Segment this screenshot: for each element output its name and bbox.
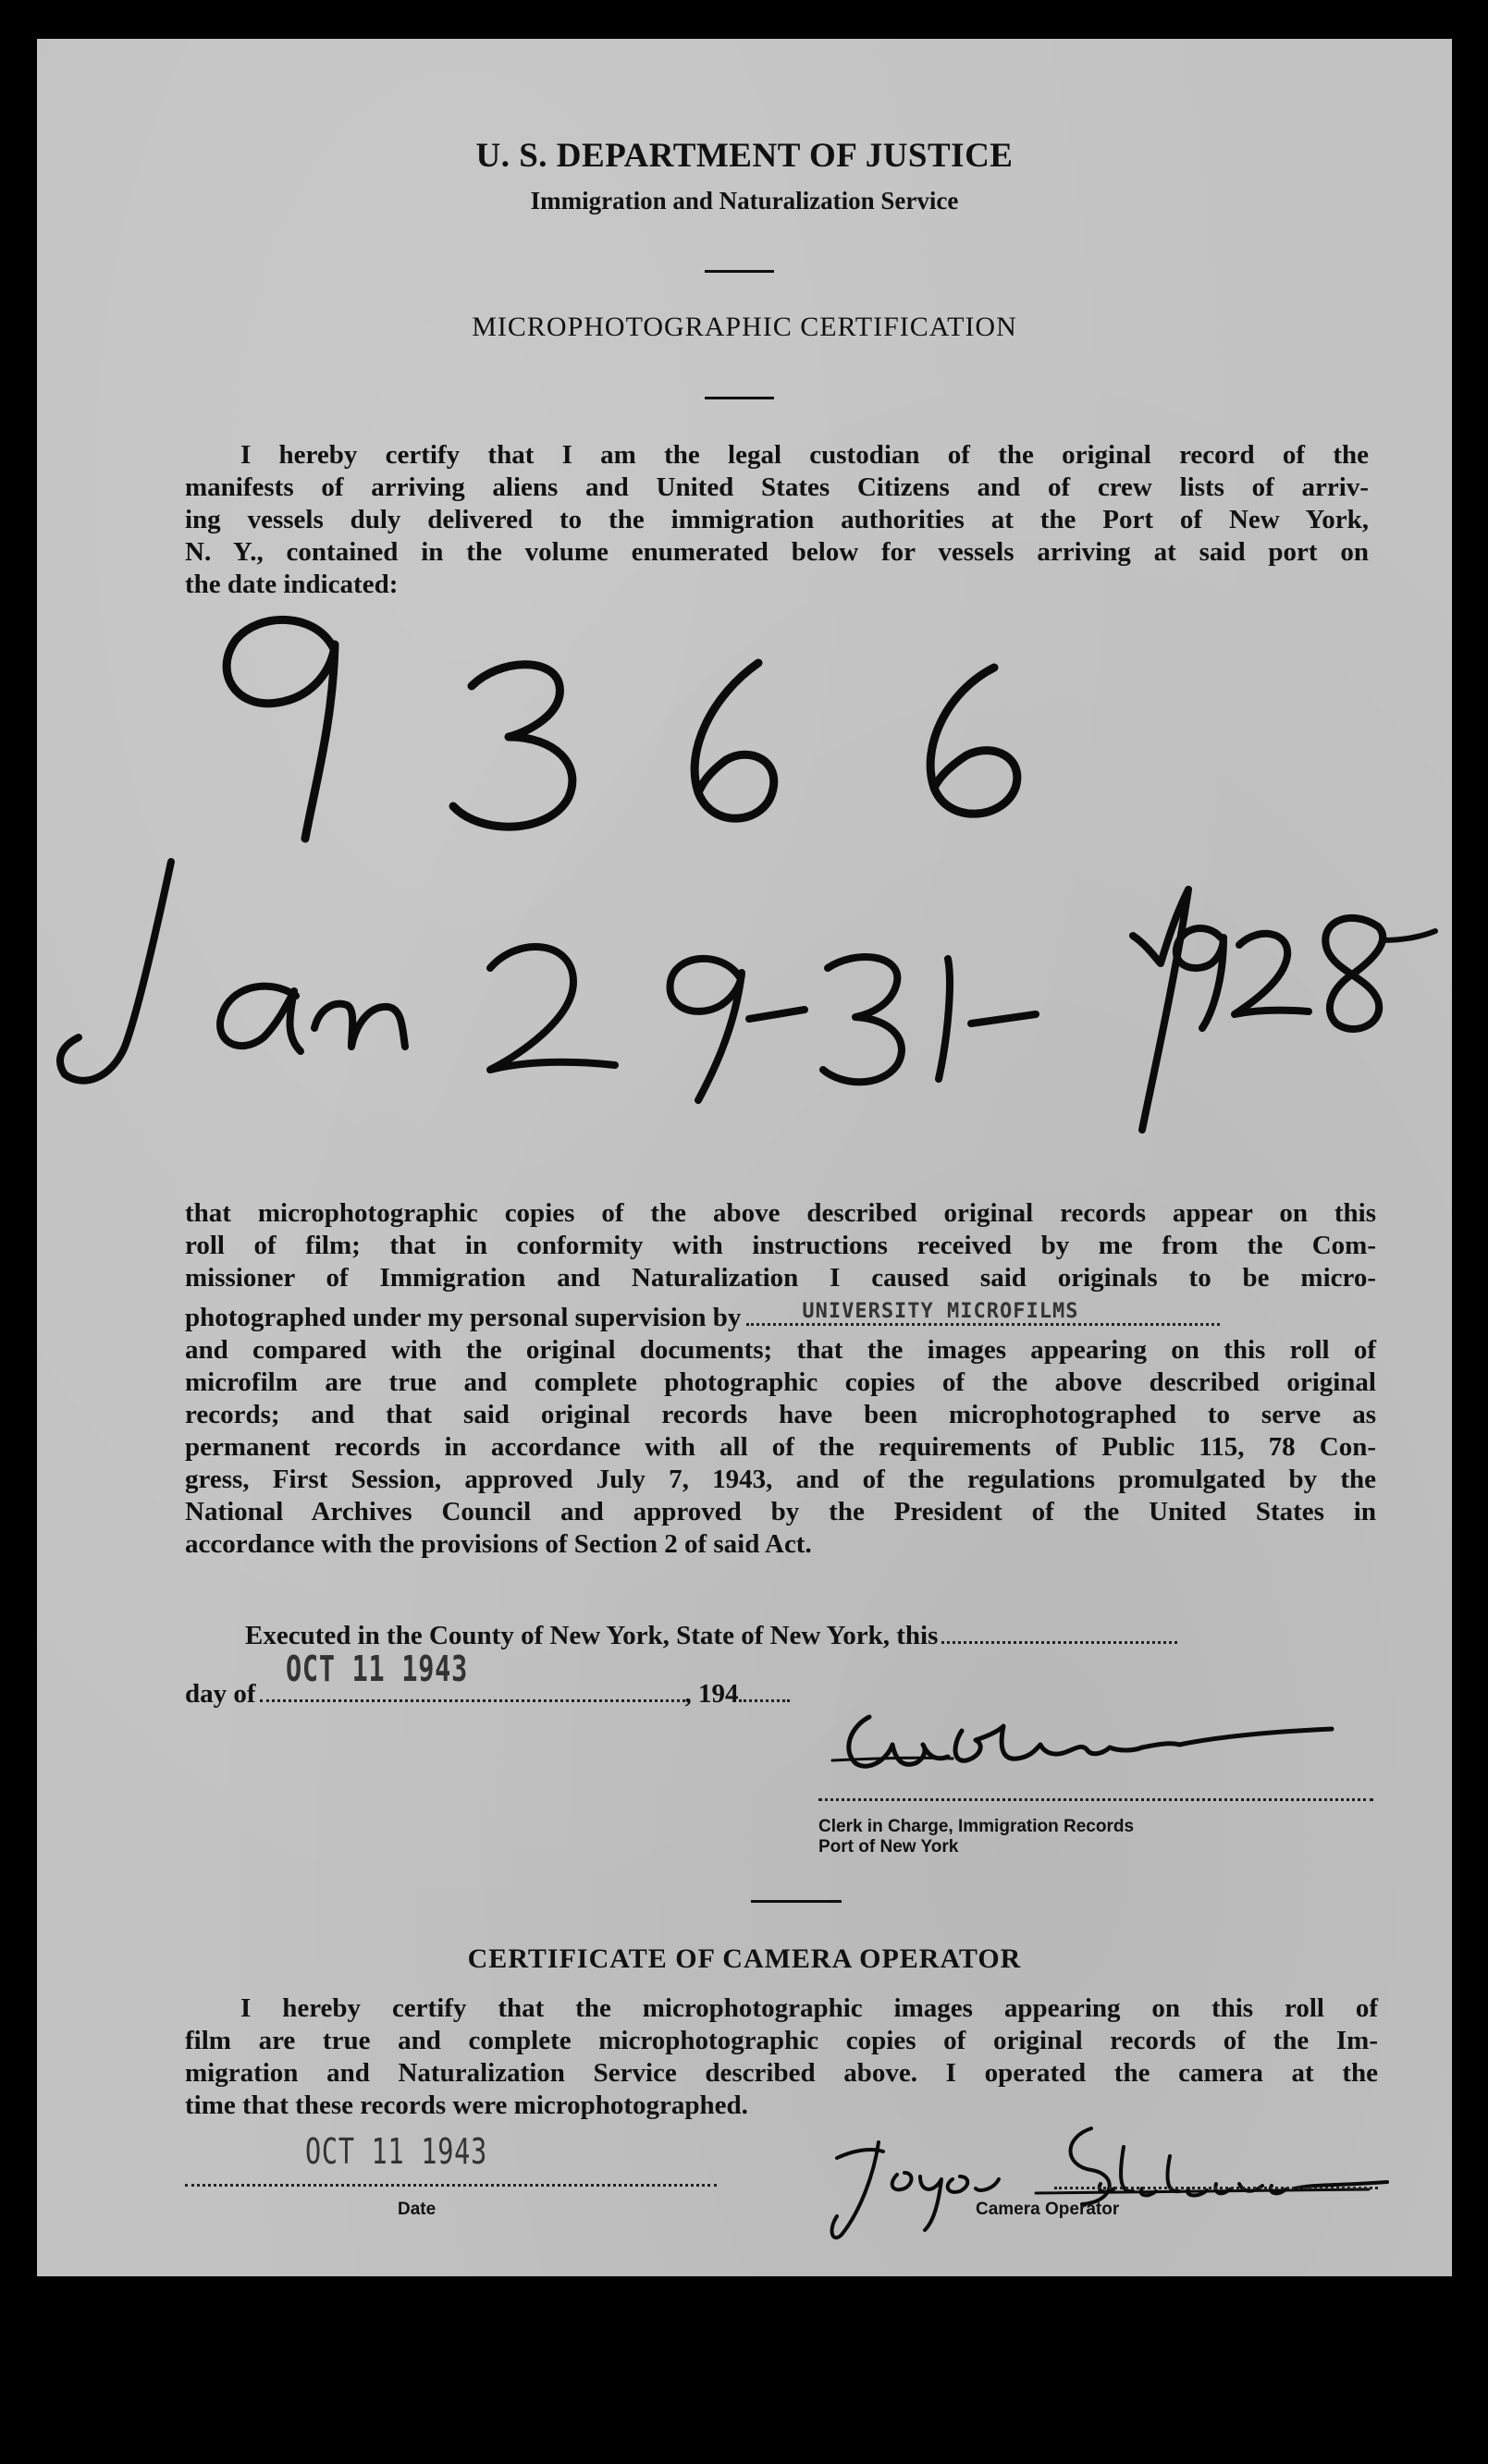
executed-date-stamp: OCT 11 1943 — [285, 1649, 468, 1689]
handwritten-date — [60, 862, 171, 1081]
intro-paragraph — [185, 439, 1369, 601]
body-line: and compared with the original documents; that the images appearing on this roll of — [185, 1335, 1376, 1365]
executed-day-blank — [941, 1621, 1177, 1644]
intro-line: manifests of arriving aliens and United States Citizens and of crew lists of arriv- — [185, 472, 1369, 502]
body-line: National Archives Council and approved by the President of the United States in — [185, 1497, 1376, 1526]
supervisor-blank — [746, 1300, 1220, 1326]
clerk-signature — [814, 1694, 1369, 1796]
handwritten-digit — [453, 665, 572, 827]
body-line: permanent records in accordance with all of the requirements of Public 115, 78 Con- — [185, 1432, 1376, 1462]
handwritten-date — [220, 987, 301, 1051]
day-of-blank — [260, 1649, 685, 1702]
intro-line: N. Y., contained in the volume enumerated below for vessels arriving at said port on — [185, 537, 1369, 567]
handwritten-digit — [695, 663, 774, 818]
intro-line: the date indicated: — [185, 570, 399, 599]
executed-line — [245, 1620, 1376, 1652]
supervision-text: photographed under my personal supervision by — [185, 1303, 742, 1332]
year-blank — [739, 1679, 790, 1702]
service-subheading: Immigration and Naturalization Service — [530, 187, 959, 215]
camera-line: migration and Naturalization Service described above. I operated the camera at the — [185, 2058, 1378, 2088]
camera-section-title: CERTIFICATE OF CAMERA OPERATOR — [467, 1943, 1022, 1974]
handwritten-digit — [227, 619, 335, 839]
section-divider — [751, 1900, 842, 1903]
camera-line: film are true and complete microphotographic copies of original records of the Im- — [185, 2026, 1378, 2055]
camera-date-stamp: OCT 11 1943 — [305, 2131, 488, 2172]
intro-line: I hereby certify that I am the legal custodian of the original record of the — [240, 440, 1369, 470]
body-paragraph — [185, 1197, 1376, 1561]
camera-line: I hereby certify that the microphotographic images appearing on this roll of — [240, 1993, 1378, 2023]
year-prefix: , 194 — [684, 1679, 739, 1709]
supervisor-typed: UNIVERSITY MICROFILMS — [802, 1300, 1079, 1323]
handwritten-date — [1176, 928, 1224, 1028]
handwritten-digit — [930, 668, 1017, 814]
body-line: records; and that said original records have been microphotographed to serve as — [185, 1400, 1376, 1429]
header-divider-bottom — [705, 397, 774, 399]
clerk-title-line2: Port of New York — [818, 1837, 959, 1857]
body-line: missioner of Immigration and Naturalization I caused said originals to be micro- — [185, 1263, 1376, 1293]
handwritten-date — [1235, 934, 1309, 1014]
body-line: microfilm are true and complete photographic copies of the above described original — [185, 1367, 1376, 1397]
certificate-page — [37, 39, 1452, 2276]
handwritten-date — [490, 947, 615, 1070]
handwritten-date — [314, 1004, 405, 1047]
camera-line: time that these records were microphotographed. — [185, 2090, 748, 2120]
clerk-title — [818, 1817, 1134, 1857]
handwritten-date — [670, 959, 742, 1100]
executed-text: Executed in the County of New York, State of New York, this — [245, 1621, 939, 1650]
intro-line: ing vessels duly delivered to the immigration authorities at the Port of New York, — [185, 505, 1369, 534]
operator-signature-line — [1054, 2187, 1378, 2189]
handwritten-date — [1383, 931, 1435, 940]
handwritten-volume-and-dates — [37, 594, 1452, 1167]
camera-operator-signature — [795, 2101, 1424, 2258]
body-line: roll of film; that in conformity with instructions received by me from the Com- — [185, 1231, 1376, 1260]
handwritten-date — [1325, 918, 1383, 1029]
clerk-title-line1: Clerk in Charge, Immigration Records — [818, 1817, 1135, 1836]
body-line: accordance with the provisions of Section 2 of said Act. — [185, 1529, 812, 1559]
handwritten-date — [971, 1014, 1036, 1024]
handwritten-date — [1133, 889, 1188, 1130]
clerk-signature-line — [818, 1798, 1373, 1801]
camera-date-line — [185, 2184, 717, 2187]
certification-title: MICROPHOTOGRAPHIC CERTIFICATION — [472, 312, 1017, 342]
body-line: that microphotographic copies of the above described original records appear on this — [185, 1198, 1376, 1228]
handwritten-date — [749, 1010, 805, 1019]
header-divider-top — [705, 270, 774, 273]
department-heading: U. S. DEPARTMENT OF JUSTICE — [475, 137, 1014, 175]
body-line-supervision — [185, 1302, 1376, 1334]
day-of-label: day of — [185, 1679, 256, 1709]
body-line: gress, First Session, approved July 7, 1943, and of the regulations promulgated by the — [185, 1465, 1376, 1494]
day-of-line — [185, 1649, 851, 1710]
date-label: Date — [398, 2200, 437, 2219]
camera-operator-label: Camera Operator — [976, 2200, 1120, 2219]
handwritten-date — [823, 957, 902, 1082]
handwritten-date — [939, 959, 950, 1079]
